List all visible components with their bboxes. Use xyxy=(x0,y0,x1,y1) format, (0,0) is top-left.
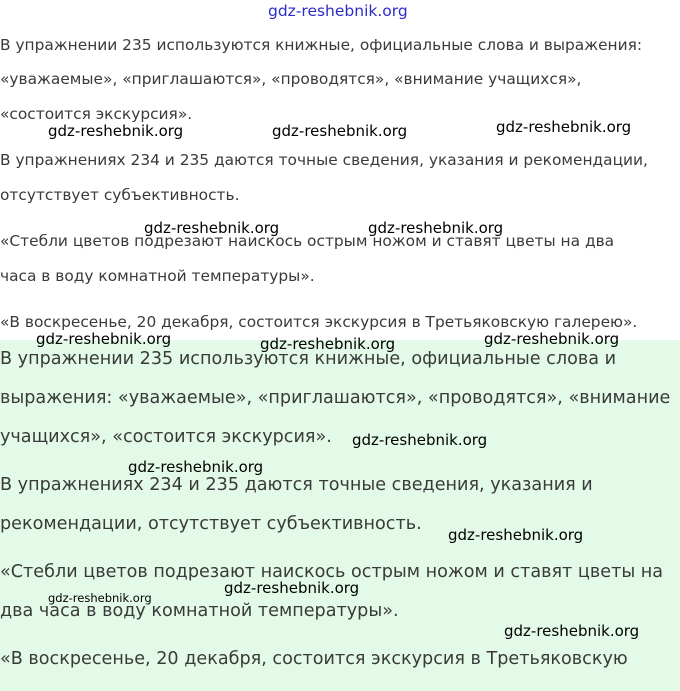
text-line: отсутствует субъективность. xyxy=(0,186,240,204)
watermark: gdz-reshebnik.org xyxy=(484,330,620,348)
text-line: часа в воду комнатной температуры». xyxy=(0,267,315,285)
watermark: gdz-reshebnik.org xyxy=(504,622,640,640)
text-line: «Стебли цветов подрезают наискось острым ножом и ставят цветы на два xyxy=(0,232,615,250)
watermark-header: gdz-reshebnik.org xyxy=(268,2,408,20)
text-line: В упражнениях 234 и 235 даются точные сведения, указания и xyxy=(0,475,593,495)
watermark: gdz-reshebnik.org xyxy=(48,591,152,605)
text-line: В упражнении 235 используются книжные, официальные слова и выражения: xyxy=(0,36,643,54)
text-line: В упражнении 235 используются книжные, официальные слова и xyxy=(0,349,617,369)
watermark: gdz-reshebnik.org xyxy=(260,335,396,353)
text-line: выражения: «уважаемые», «приглашаются», «проводятся», «внимание xyxy=(0,388,671,408)
watermark: gdz-reshebnik.org xyxy=(224,579,360,597)
text-line: «Стебли цветов подрезают наискось острым ножом и ставят цветы на xyxy=(0,562,664,582)
watermark: gdz-reshebnik.org xyxy=(128,458,264,476)
watermark: gdz-reshebnik.org xyxy=(352,431,488,449)
watermark: gdz-reshebnik.org xyxy=(48,122,184,140)
watermark: gdz-reshebnik.org xyxy=(36,330,172,348)
text-line: «В воскресенье, 20 декабря, состоится экскурсия в Третьяковскую xyxy=(0,649,628,669)
text-line: «уважаемые», «приглашаются», «проводятся», «внимание учащихся», xyxy=(0,70,582,88)
text-line: В упражнениях 234 и 235 даются точные сведения, указания и рекомендации, xyxy=(0,151,648,169)
watermark: gdz-reshebnik.org xyxy=(448,526,584,544)
text-line: «состоится экскурсия». xyxy=(0,105,193,123)
watermark: gdz-reshebnik.org xyxy=(144,219,280,237)
watermark: gdz-reshebnik.org xyxy=(272,122,408,140)
text-line: «В воскресенье, 20 декабря, состоится экскурсия в Третьяковскую галерею». xyxy=(0,313,638,331)
text-line: рекомендации, отсутствует субъективность. xyxy=(0,514,422,534)
text-line: учащихся», «состоится экскурсия». xyxy=(0,427,332,447)
watermark: gdz-reshebnik.org xyxy=(368,219,504,237)
watermark: gdz-reshebnik.org xyxy=(496,118,632,136)
text-line: два часа в воду комнатной температуры». xyxy=(0,601,399,621)
